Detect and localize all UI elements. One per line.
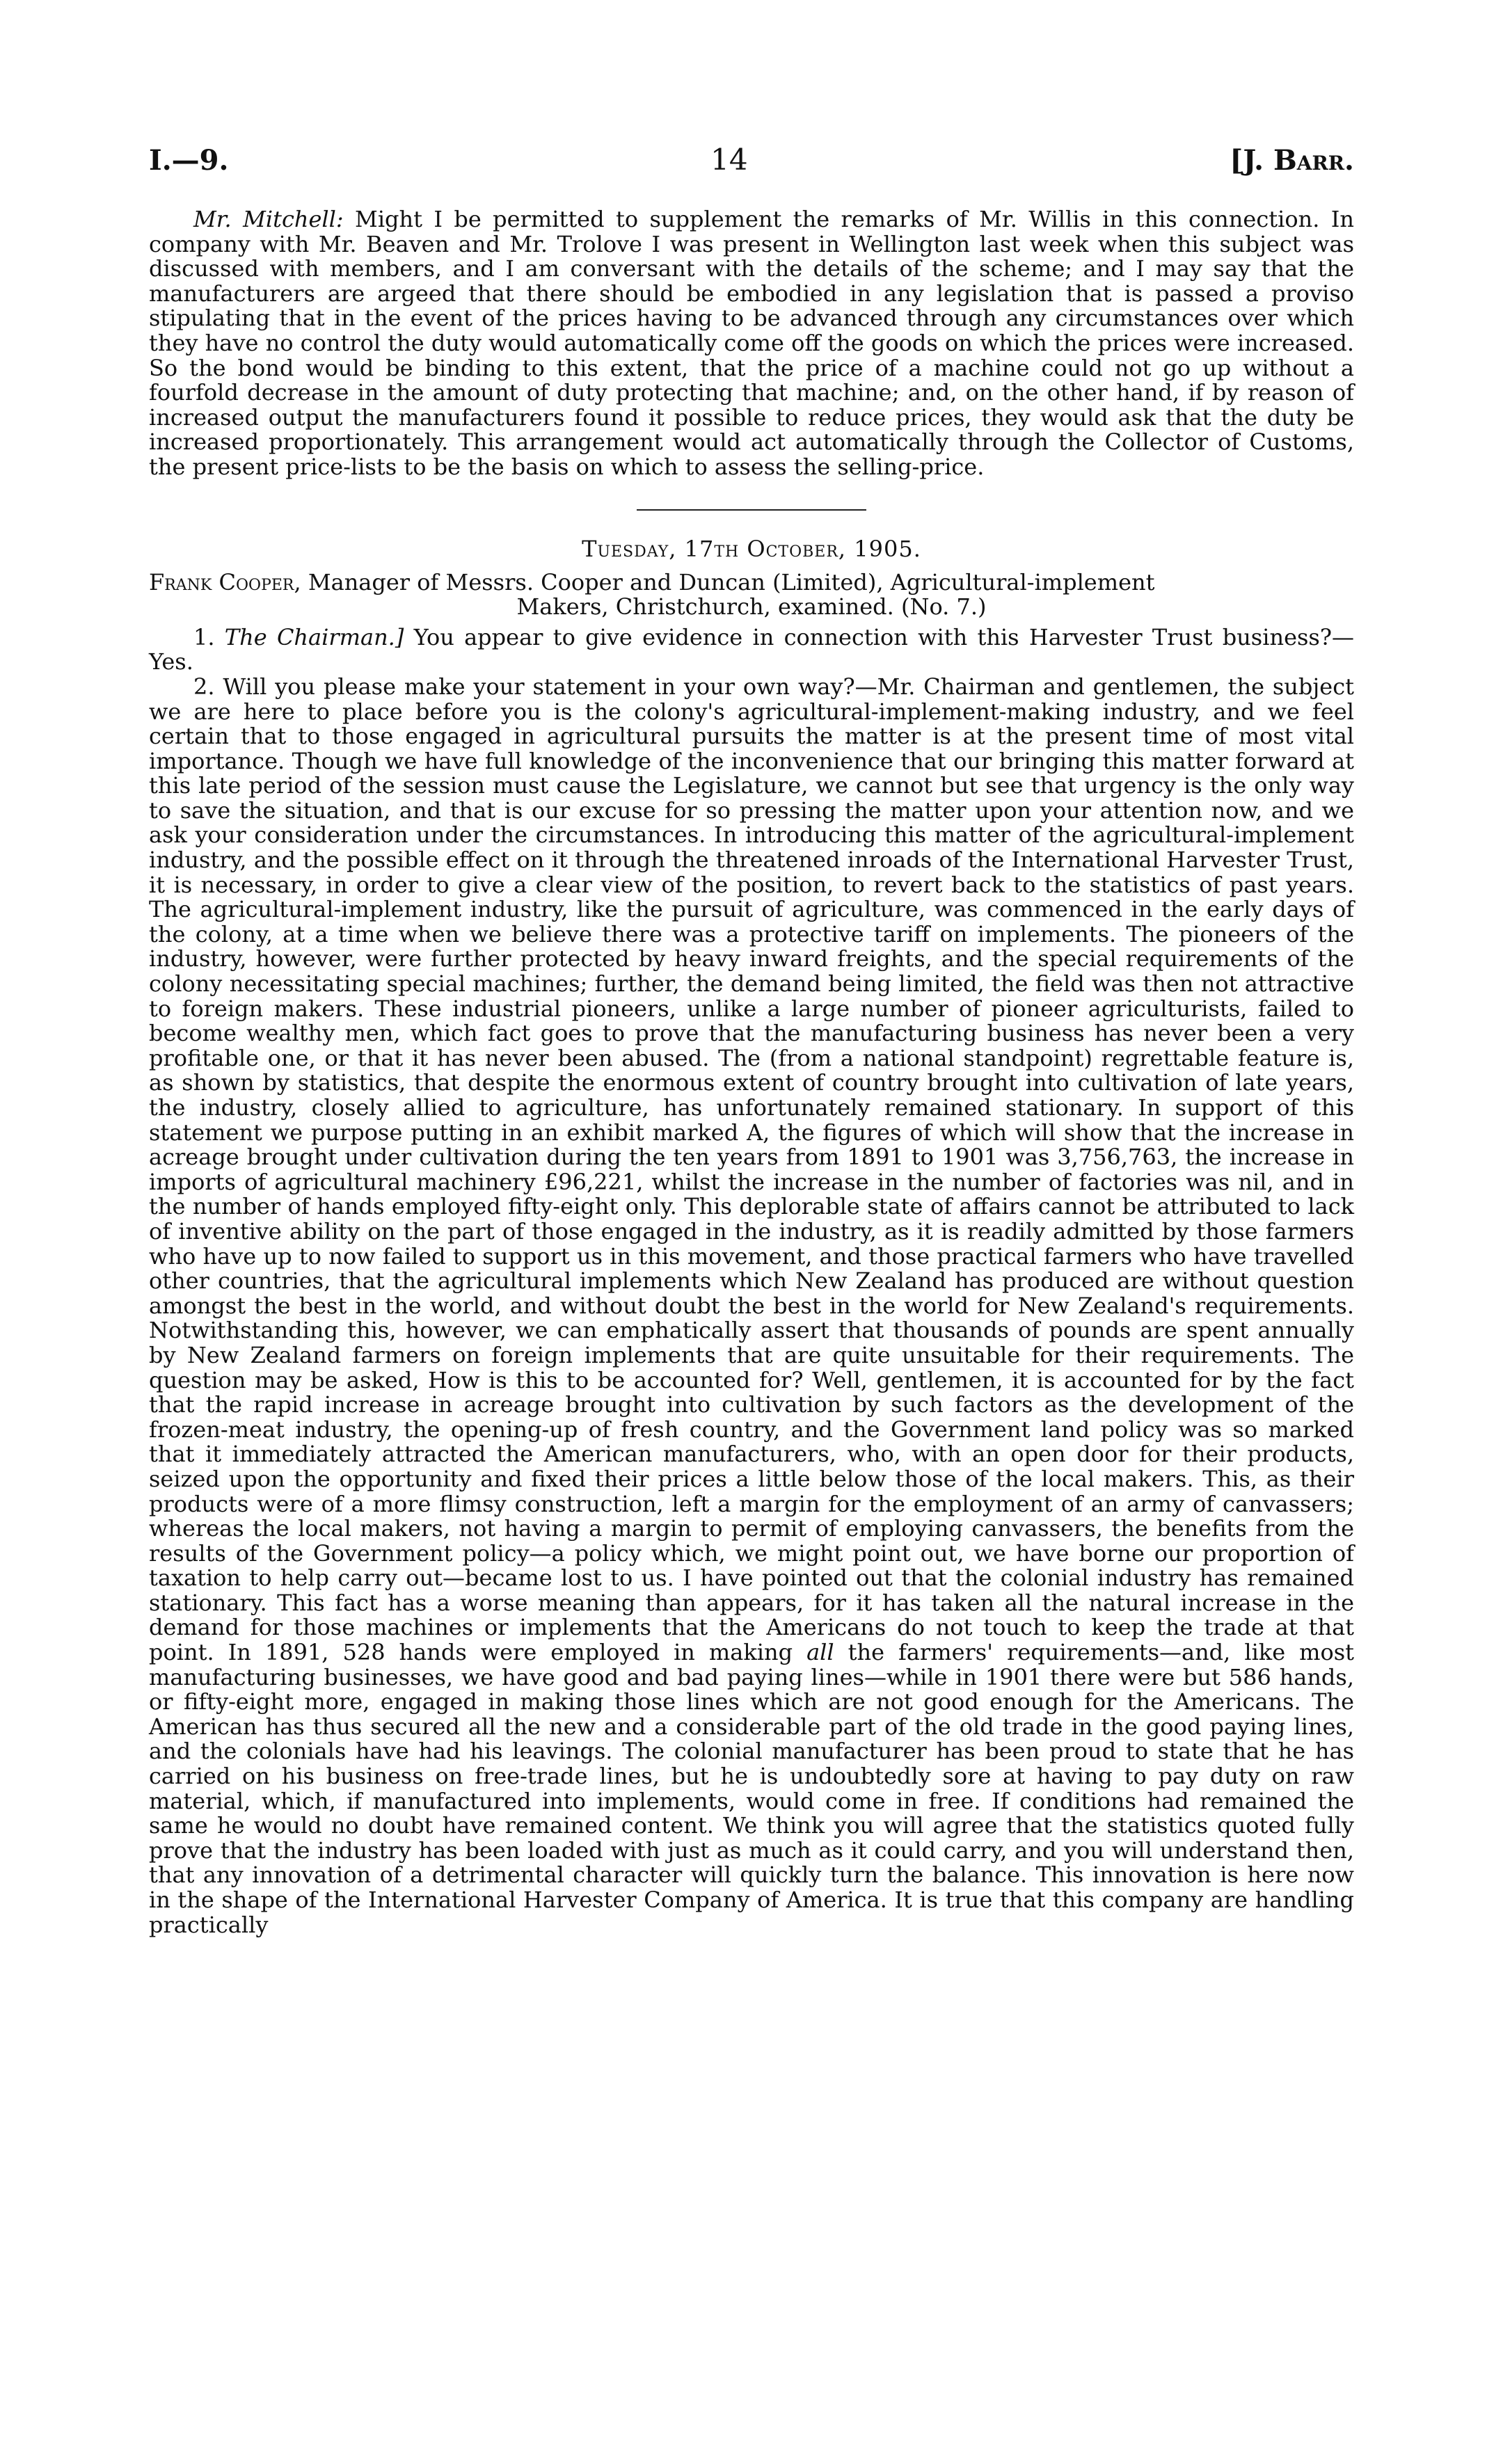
running-header (149, 143, 1354, 177)
question-1 (149, 625, 1354, 675)
witness-reference: [J. Barr. (1230, 144, 1354, 177)
mitchell-text: Might I be permitted to supplement the remarks of Mr. Willis in this connection. In company with Mr. Beaven and Mr. Trolove I was present in Wellington last week when this subject was discussed with members, and I am conversant with the details of the scheme; and I may say that the manufacturers are argeed that there should be embodied in any legislation that is passed a proviso stipulating that in the event of the prices having to be advanced through any circumstances over which they have no control the duty would automatically come off the goods on which the prices were increased. So the bond would be binding to this extent, that the price of a machine could not go up without a fourfold decrease in the amount of duty protecting that machine; and, on the other hand, if by reason of increased output the manufacturers found it possible to reduce prices, they would ask that the duty be increased proportionately. This arrangement would act automatically through the Collector of Customs, the present price-lists to be the basis on which to assess the selling-price. (149, 206, 1355, 480)
question-number: 2. (193, 673, 215, 700)
session-date-heading: Tuesday, 17th October, 1905. (582, 535, 921, 562)
question-2-text: Will you please make your statement in your own way?—Mr. Chairman and gentlemen, the subject we are here to place before you is the colony's agricultural-implement-making industry, and we feel certain that to those engaged in agricultural pursuits the matter is at the present time of most vital importance. Though we have full knowledge of the inconvenience that our bringing this matter forward at this late period of the session must cause the Legislature, we cannot but see that urgency is the only way to save the situation, and that is our excuse for so pressing the matter upon your attention now, and we ask your consideration under the circumstances. In introducing this matter of the agricultural-implement industry, and the possible effect on it through the threatened inroads of the International Harvester Trust, it is necessary, in order to give a clear view of the position, to revert back to the statistics of past years. The agricultural-implement industry, like the pursuit of agriculture, was commenced in the early days of the colony, at a time when we believe there was a protective tariff on implements. The pioneers of the industry, however, were further protected by heavy inward freights, and the special requirements of the colony necessitating special machines; further, the demand being limited, the field was then not attractive to foreign makers. These industrial pioneers, unlike a large number of pioneer agriculturists, failed to become wealthy men, which fact goes to prove that the manufacturing business has never been a very profitable one, or that it has never been abused. The (from a national standpoint) regrettable feature is, as shown by statistics, that despite the enormous extent of country brought into cultivation of late years, the industry, closely allied to agriculture, has unfortunately remained stationary. In support of this statement we purpose putting in an exhibit marked A, the figures of which will show that the increase in acreage brought under cultivation during the ten years from 1891 to 1901 was 3,756,763, the increase in imports of agricultural machinery £96,221, whilst the increase in the number of factories was nil, and in the number of hands employed fifty-eight only. This deplorable state of affairs cannot be attributed to lack of inventive ability on the part of those engaged in the industry, as it is readily admitted by those farmers who have up to now failed to support us in this movement, and those practical farmers who have travelled other countries, that the agricultural implements which New Zealand has produced are without question amongst the best in the world, and without doubt the best in the world for New Zealand's requirements. Notwithstanding this, however, we can emphatically assert that thousands of pounds are spent annually by New Zealand farmers on foreign implements that are quite unsuitable for their requirements. The question may be asked, How is this to be accounted for? Well, gentlemen, it is accounted for by the fact that the rapid increase in acreage brought into cultivation by such factors as the development of the frozen-meat industry, the opening-up of fresh country, and the Government land policy was so marked that it immediately attracted the American manufacturers, who, with an open door for their products, seized upon the opportunity and fixed their prices a little below those of the local makers. This, as their products were of a more flimsy construction, left a margin for the employment of an army of canvassers; whereas the local makers, not having a margin to permit of employing canvassers, the benefits from the results of the Government policy—a policy which, we might point out, we have borne our proportion of taxation to help carry out—became lost to us. I have pointed out that the colonial industry has remained stationary. This fact has a worse meaning than appears, for it has taken all the natural increase in the demand for those machines or implements that the Americans do not touch to keep the trade at that point. In 1891, 528 hands were employed in making (149, 673, 1355, 1666)
question-number: 1. (193, 623, 215, 650)
question-2 (149, 675, 1354, 1937)
mitchell-paragraph (149, 207, 1354, 480)
emphasis-word: all (806, 1639, 834, 1666)
question-2-text-continued: the farmers' requirements—and, like most manufacturing businesses, we have good and bad paying lines—while in 1901 there were but 586 hands, or fifty-eight more, engaged in making those lines which are not good enough for the Americans. The American has thus secured all the new and a considerable part of the old trade in the good paying lines, and the colonials have had his leavings. The colonial manufacturer has been proud to state that he has carried on his business on free-trade lines, but he is undoubtedly sore at having to pay duty on raw material, which, if manufactured into implements, would come in free. If conditions had remained the same he would no doubt have remained content. We think you will agree that the statistics quoted fully prove that the industry has been loaded with just as much as it could carry, and you will understand then, that any innovation of a detrimental character will quickly turn the balance. This innovation is here now in the shape of the International Harvester Company of America. It is true that this company are handling practically (149, 1639, 1355, 1938)
witness-description-line1: Manager of Messrs. Cooper and Duncan (Limited), Agricultural-implement (308, 568, 1155, 595)
section-divider (637, 509, 866, 511)
speaker-name: Mr. Mitchell: (193, 206, 344, 232)
witness-name: Frank Cooper, (149, 568, 301, 595)
question-1-text: You appear to give evidence in connection with this Harvester Trust business?—Yes. (149, 623, 1355, 675)
page-number: 14 (710, 143, 748, 177)
witness-description-line2: Makers, Christchurch, examined. (No. 7.) (516, 593, 987, 621)
witness-heading (149, 570, 1354, 620)
question-speaker: The Chairman.] (224, 623, 404, 650)
paper-reference: I.—9. (149, 144, 229, 177)
